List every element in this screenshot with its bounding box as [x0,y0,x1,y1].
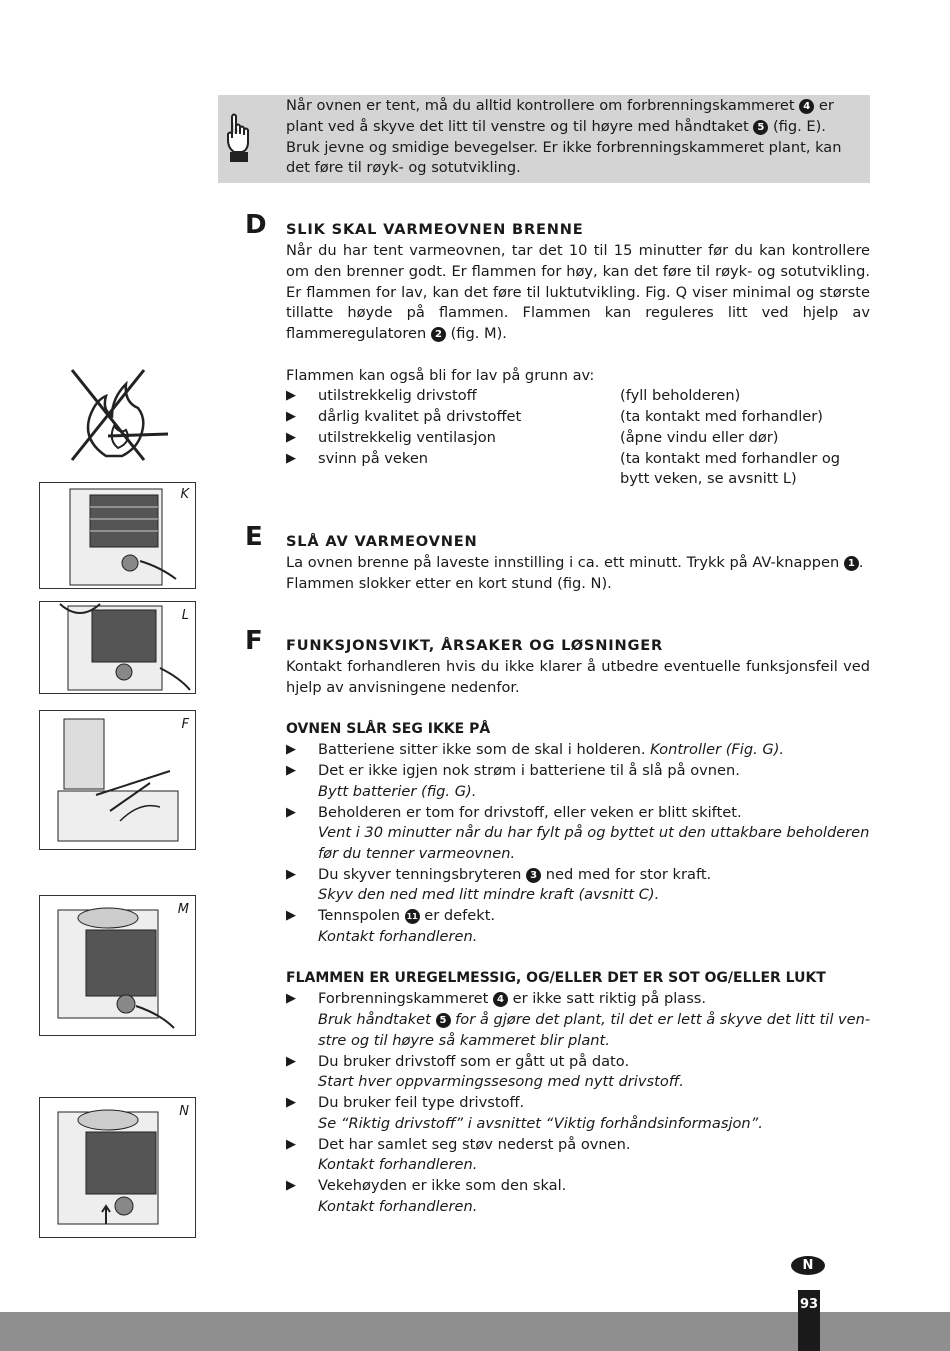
off-button-illustration [40,1098,195,1237]
section-letter-e: E [245,522,263,552]
section-f-paragraph: Kontakt forhandleren hvis du ikke klarer å utbedre eventuelle funksjonsfeil ved hjelp av anvisningene nedenfor. [286,658,870,696]
section-title-f: FUNKSJONSVIKT, ÅRSAKER OG LØSNINGER [286,637,664,654]
list-item: ▶ Tennspolen 11 er defekt. [286,907,496,924]
no-open-flame-icon [68,368,170,464]
list-item: ▶ Batteriene sitter ikke som de skal i holderen. Kontroller (Fig. G). [286,741,785,758]
list-item-remedy: Vent i 30 minutter når du har fylt på og byttet ut den uttakbare beholderen [318,824,870,841]
list-item: ▶ Du bruker feil type drivstoff. [286,1094,525,1111]
figure-l [39,601,196,694]
badge-5: 5 [753,120,768,135]
badge-2: 2 [431,327,446,342]
figure-label: N [179,1104,189,1119]
list-item-remedy: Kontakt forhandleren. [318,1156,478,1173]
list-item: ▶ Du skyver tenningsbryteren 3 ned med for stor kraft. [286,866,712,883]
list-item: ▶ Det har samlet seg støv nederst på ovnen. [286,1136,631,1153]
figure-k [39,482,196,589]
list-item: ▶ utilstrekkelig ventilasjon (åpne vindu eller dør) [286,429,779,446]
language-badge: N [791,1256,825,1275]
subsection-title-no-start: OVNEN SLÅR SEG IKKE PÅ [286,721,491,737]
list-item-continuation: bytt veken, se avsnitt L) [620,470,797,487]
list-item-remedy: Skyv den ned med litt mindre kraft (avsnitt C). [318,886,660,903]
subsection-title-irregular-flame: FLAMMEN ER UREGELMESSIG, OG/ELLER DET ER SOT OG/ELLER LUKT [286,970,826,986]
badge-3: 3 [526,868,541,883]
list-item-remedy: stre og til høyre så kammeret blir plant. [318,1032,610,1049]
badge-1: 1 [844,556,859,571]
section-title-d: SLIK SKAL VARMEOVNEN BRENNE [286,221,584,238]
list-item: ▶ Forbrenningskammeret 4 er ikke satt riktig på plass. [286,990,707,1007]
list-item-remedy: Se “Riktig drivstoff” i avsnittet “Viktig forhåndsinformasjon”. [318,1115,763,1132]
page-number: 93 [798,1290,820,1351]
flame-regulator-illustration [40,896,195,1035]
heater-control-illustration [40,483,195,588]
figure-n [39,1097,196,1238]
causes-intro: Flammen kan også bli for lav på grunn av: [286,367,595,384]
section-letter-d: D [245,210,267,240]
badge-11: 11 [405,909,420,924]
list-item-remedy: Kontakt forhandleren. [318,928,478,945]
figure-label: M [177,902,189,917]
wick-illustration [40,711,195,849]
list-item: ▶ Du bruker drivstoff som er gått ut på dato. [286,1053,630,1070]
figure-label: K [180,487,189,502]
figure-label: F [181,717,189,732]
badge-4: 4 [799,99,814,114]
list-item-remedy: Kontakt forhandleren. [318,1198,478,1215]
badge-4: 4 [493,992,508,1007]
section-title-e: SLÅ AV VARMEOVNEN [286,533,478,550]
list-item-remedy: før du tenner varmeovnen. [318,845,516,862]
list-item: ▶ dårlig kvalitet på drivstoffet (ta kontakt med forhandler) [286,408,823,425]
section-e-line1: La ovnen brenne på laveste innstilling i ca. ett minutt. Trykk på AV-knappen 1 . [286,554,864,571]
list-item: ▶ Vekehøyden er ikke som den skal. [286,1177,567,1194]
warning-note-text: Når ovnen er tent, må du alltid kontrollere om forbrenningskammeret 4 er plant ved å skyve det litt til venstre og til høyre med håndtaket 5 (fig. E). Bruk jevne og smidige bevegelser. Er ikke forbrenningskammeret plant, kan det føre til røyk- og sotutvikling. [286,97,842,177]
list-item: ▶ Beholderen er tom for drivstoff, eller veken er blitt skiftet. [286,804,742,821]
section-d-paragraph: Når du har tent varmeovnen, tar det 10 til 15 minutter før du kan kontrollere om den brenner godt. Er flammen for høy, kan det føre til røyk- og sotutvikling. Er flammen for lav, kan det føre til luktutvikling. Fig. Q viser minimal og største tillatte høyde på flammen. Flammen kan reguleres litt ved hjelp av flammeregulatoren 2 (fig. M). [286,242,870,343]
figure-label: L [181,608,189,623]
heater-off-illustration [40,602,195,693]
list-item: ▶ utilstrekkelig drivstoff (fyll beholderen) [286,387,741,404]
pointing-hand-icon [224,112,252,164]
badge-5: 5 [436,1013,451,1028]
section-e-line2: Flammen slokker etter en kort stund (fig. N). [286,575,612,592]
list-item: ▶ Det er ikke igjen nok strøm i batteriene til å slå på ovnen. [286,762,740,779]
list-item: ▶ svinn på veken (ta kontakt med forhandler og [286,450,841,467]
list-item-remedy: Start hver oppvarmingssesong med nytt drivstoff. [318,1073,684,1090]
figure-m [39,895,196,1036]
list-item-remedy: Bruk håndtaket 5 for å gjøre det plant, til det er lett å skyve det litt til ven- [318,1011,871,1028]
figure-f [39,710,196,850]
section-letter-f: F [245,626,263,656]
list-item-remedy: Bytt batterier (fig. G). [318,783,477,800]
